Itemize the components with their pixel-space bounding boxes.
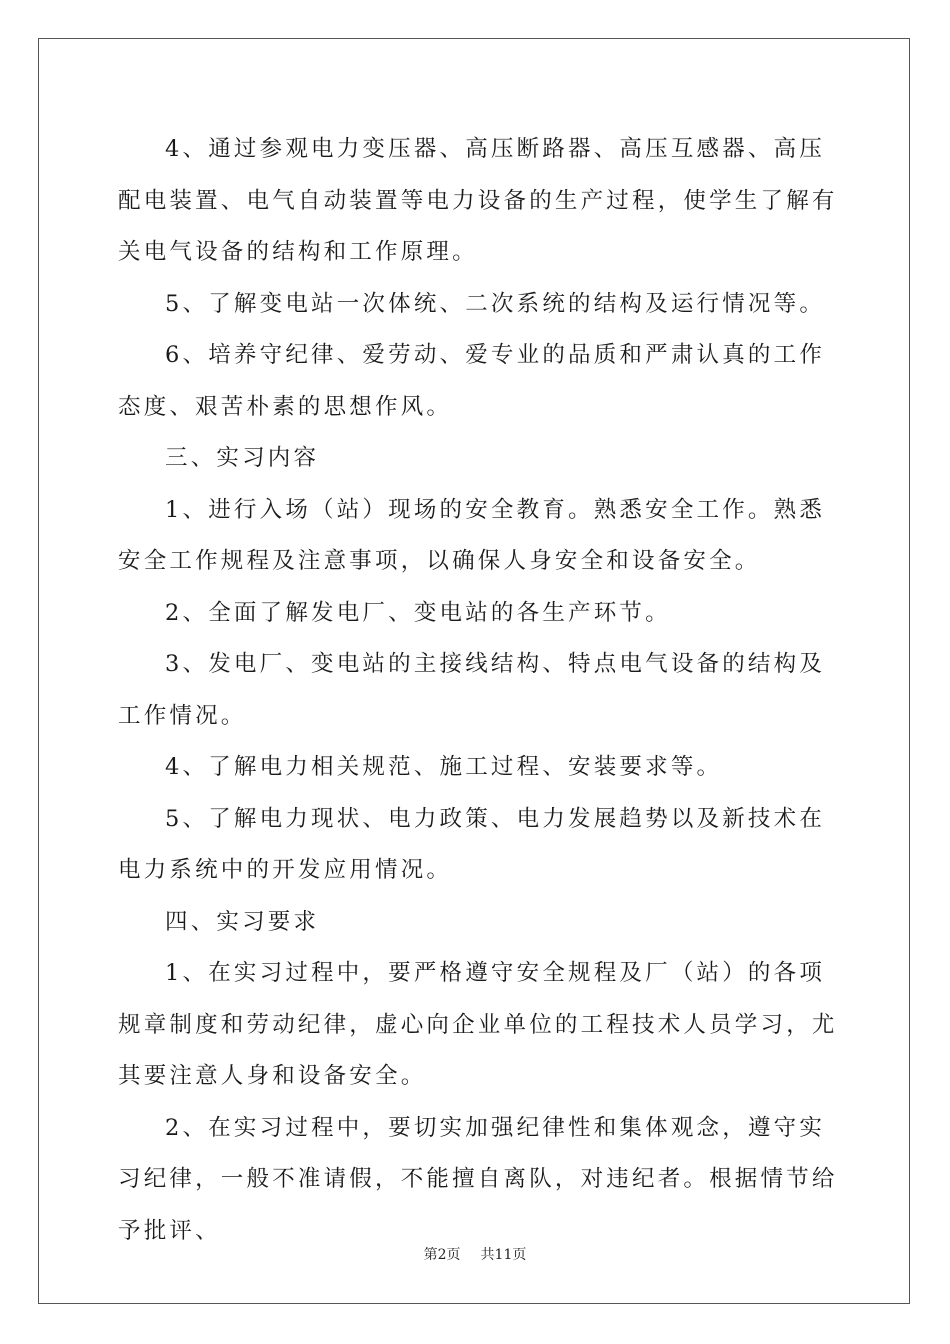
requirement-item-1: 1、在实习过程中，要严格遵守安全规程及厂（站）的各项规章制度和劳动纪律，虚心向企业单位的工程技术人员学习，尤其要注意人身和设备安全。 <box>118 960 838 1089</box>
section-heading-content: 三、实习内容 <box>165 445 320 471</box>
page-number: 第2页 <box>423 1247 461 1263</box>
page-footer <box>0 1244 950 1264</box>
paragraph-item-6: 6、培养守纪律、爱劳动、爱专业的品质和严肃认真的工作态度、艰苦朴素的思想作风。 <box>118 342 826 420</box>
content-item-2: 2、全面了解发电厂、变电站的各生产环节。 <box>165 599 671 626</box>
requirement-item-2: 2、在实习过程中，要切实加强纪律性和集体观念，遵守实习纪律，一般不准请假，不能擅自离队，对违纪者。根据情节给予批评、 <box>118 1114 838 1244</box>
content-item-4: 4、了解电力相关规范、施工过程、安装要求等。 <box>165 754 723 780</box>
content-item-3: 3、发电厂、变电站的主接线结构、特点电气设备的结构及工作情况。 <box>118 651 826 729</box>
content-item-1: 1、进行入场（站）现场的安全教育。熟悉安全工作。熟悉安全工作规程及注意事项，以确保人身安全和设备安全。 <box>118 496 826 574</box>
document-body <box>118 124 838 1257</box>
paragraph-item-5: 5、了解变电站一次体统、二次系统的结构及运行情况等。 <box>165 290 826 317</box>
page-total: 共11页 <box>480 1247 527 1263</box>
section-heading-requirements: 四、实习要求 <box>165 908 320 935</box>
content-item-5: 5、了解电力现状、电力政策、电力发展趋势以及新技术在电力系统中的开发应用情况。 <box>118 805 826 883</box>
paragraph-item-4: 4、通过参观电力变压器、高压断路器、高压互感器、高压配电装置、电气自动装置等电力设备的生产过程，使学生了解有关电气设备的结构和工作原理。 <box>118 136 838 265</box>
